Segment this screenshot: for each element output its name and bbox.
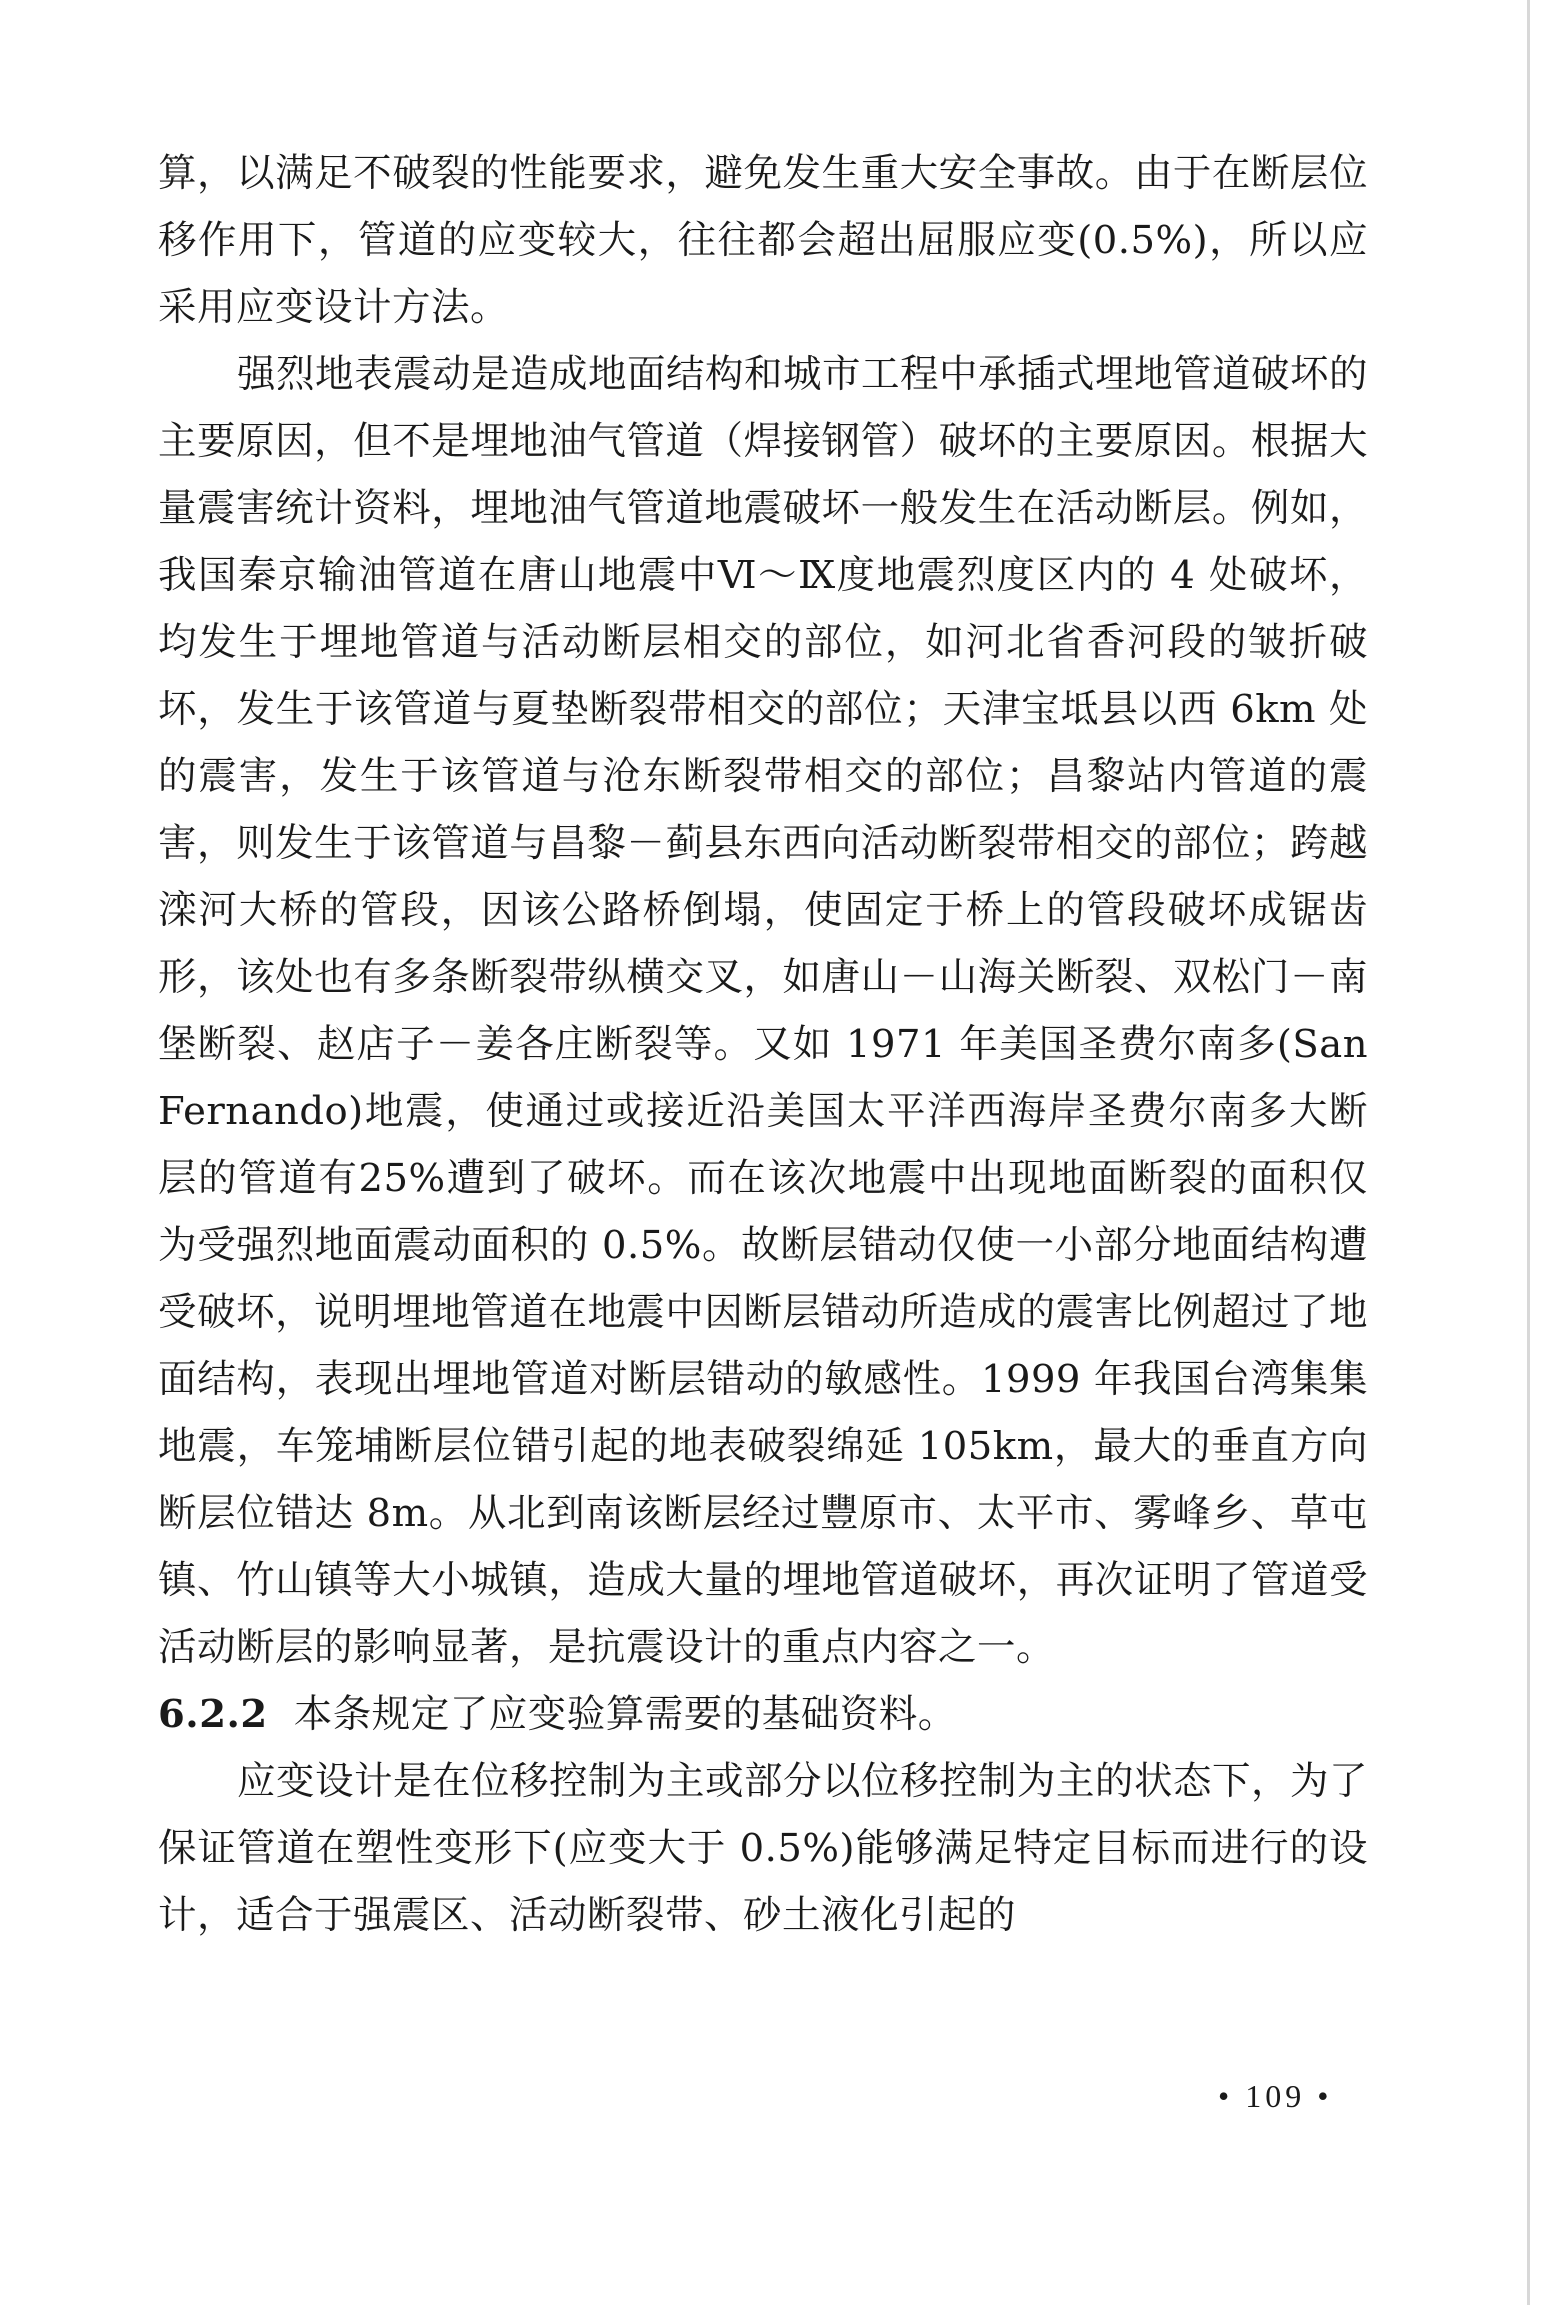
paragraph-continuation: 算，以满足不破裂的性能要求，避免发生重大安全事故。由于在断层位移作用下，管道的应变较大，往往都会超出屈服应变(0.5%)，所以应采用应变设计方法。 [158,151,1368,330]
paragraph-fault-damage: 强烈地表震动是造成地面结构和城市工程中承插式埋地管道破坏的主要原因，但不是埋地油气管道（焊接钢管）破坏的主要原因。根据大量震害统计资料，埋地油气管道地震破坏一般发生在活动断层。例如，我国秦京输油管道在唐山地震中Ⅵ～Ⅸ度地震烈度区内的 4 处破坏，均发生于埋地管道与活动断层相交的部位，如河北省香河段的皱折破坏，发生于该管道与夏垫断裂带相交的部位；天津宝坻县以西 6km 处的震害，发生于该管道与沧东断裂带相交的部位；昌黎站内管道的震害，则发生于该管道与昌黎－蓟县东西向活动断裂带相交的部位；跨越滦河大桥的管段，因该公路桥倒塌，使固定于桥上的管段破坏成锯齿形，该处也有多条断裂带纵横交叉，如唐山－山海关断裂、双松门－南堡断裂、赵店子－姜各庄断裂等。又如 1971 年美国圣费尔南多(San Fernando)地震，使通过或接近沿美国太平洋西海岸圣费尔南多大断层的管道有25%遭到了破坏。而在该次地震中出现地面断裂的面积仅为受强烈地面震动面积的 0.5%。故断层错动仅使一小部分地面结构遭受破坏，说明埋地管道在地震中因断层错动所造成的震害比例超过了地面结构，表现出埋地管道对断层错动的敏感性。1999 年我国台湾集集地震，车笼埔断层位错引起的地表破裂绵延 105km，最大的垂直方向断层位错达 8m。从北到南该断层经过豐原市、太平市、雾峰乡、草屯镇、竹山镇等大小城镇，造成大量的埋地管道破坏，再次证明了管道受活动断层的影响显著，是抗震设计的重点内容之一。 [158,352,1369,1670]
section-number: 6.2.2 [158,1692,268,1737]
page-edge-divider [1527,0,1530,2305]
section-heading [158,1681,1368,1748]
paragraph-strain-design: 应变设计是在位移控制为主或部分以位移控制为主的状态下，为了保证管道在塑性变形下(应变大于 0.5%)能够满足特定目标而进行的设计，适合于强震区、活动断裂带、砂土液化引起的 [158,1759,1369,1938]
section-heading-text: 本条规定了应变验算需要的基础资料。 [293,1692,957,1737]
page-number: • 109 • [1218,2078,1333,2114]
body-text [158,140,1368,1949]
